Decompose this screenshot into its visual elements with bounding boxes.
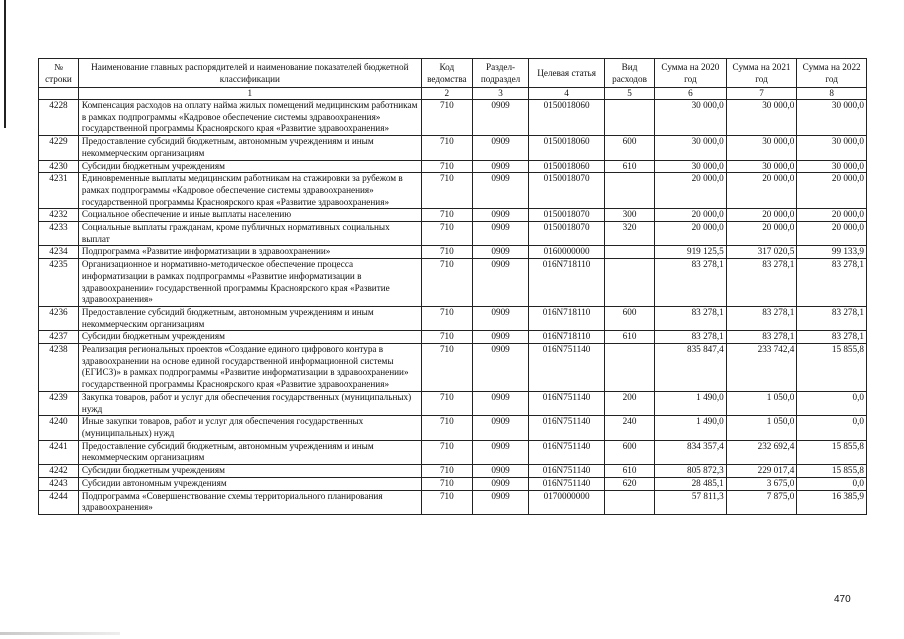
col-header-sum-2021: Сумма на 2021 год xyxy=(726,59,797,88)
cell-row-number: 4240 xyxy=(39,416,79,440)
cell-target-article: 016N718110 xyxy=(529,331,605,344)
cell-department-code: 710 xyxy=(421,344,472,392)
cell-name: Субсидии бюджетным учреждениям xyxy=(78,465,421,478)
cell-department-code: 710 xyxy=(421,477,472,490)
cell-row-number: 4233 xyxy=(39,222,79,246)
cell-expense-type xyxy=(604,259,654,307)
cell-row-number: 4231 xyxy=(39,173,79,209)
cell-sum-2021: 1 050,0 xyxy=(726,391,797,415)
cell-row-number: 4242 xyxy=(39,465,79,478)
cell-row-number: 4235 xyxy=(39,259,79,307)
cell-sum-2021: 20 000,0 xyxy=(726,173,797,209)
cell-expense-type xyxy=(604,100,654,136)
cell-expense-type xyxy=(604,344,654,392)
cell-sum-2020: 28 485,1 xyxy=(655,477,727,490)
cell-row-number: 4229 xyxy=(39,136,79,160)
cell-name: Предоставление субсидий бюджетным, автономным учреждениям и иным некоммерческим организациям xyxy=(78,440,421,464)
cell-target-article: 0160000000 xyxy=(529,246,605,259)
col-header-sum-2020: Сумма на 2020 год xyxy=(655,59,727,88)
cell-row-number: 4243 xyxy=(39,477,79,490)
cell-sum-2022: 20 000,0 xyxy=(797,173,867,209)
cell-sum-2021: 233 742,4 xyxy=(726,344,797,392)
cell-target-article: 016N751140 xyxy=(529,477,605,490)
table-row xyxy=(39,440,867,464)
cell-name: Организационное и нормативно-методическое обеспечение процесса информатизации в рамках подпрограммы «Развитие информатизации в здравоохранении» государственной программы Красноярского края «Развитие здравоохранения» xyxy=(78,259,421,307)
table-row xyxy=(39,259,867,307)
cell-sum-2020: 83 278,1 xyxy=(655,306,727,330)
cell-target-article: 0150018060 xyxy=(529,136,605,160)
cell-department-code: 710 xyxy=(421,160,472,173)
cell-sum-2021: 317 020,5 xyxy=(726,246,797,259)
cell-sum-2020: 57 811,3 xyxy=(655,490,727,514)
table-row xyxy=(39,416,867,440)
cell-row-number: 4238 xyxy=(39,344,79,392)
table-row xyxy=(39,477,867,490)
column-index: 8 xyxy=(797,88,867,100)
table-row xyxy=(39,136,867,160)
cell-expense-type: 300 xyxy=(604,209,654,222)
col-header-row-number: № строки xyxy=(39,59,79,88)
cell-sum-2021: 83 278,1 xyxy=(726,306,797,330)
page-number: 470 xyxy=(834,594,851,605)
cell-expense-type xyxy=(604,173,654,209)
table-row xyxy=(39,173,867,209)
cell-name: Подпрограмма «Совершенствование схемы территориального планирования здравоохранения» xyxy=(78,490,421,514)
cell-expense-type: 610 xyxy=(604,465,654,478)
column-index xyxy=(39,88,79,100)
cell-name: Подпрограмма «Развитие информатизации в здравоохранении» xyxy=(78,246,421,259)
budget-table xyxy=(38,58,867,515)
cell-sum-2020: 919 125,5 xyxy=(655,246,727,259)
cell-sum-2020: 20 000,0 xyxy=(655,173,727,209)
col-header-department-code: Код ведомства xyxy=(421,59,472,88)
cell-expense-type: 600 xyxy=(604,306,654,330)
cell-sum-2020: 83 278,1 xyxy=(655,259,727,307)
cell-name: Социальное обеспечение и иные выплаты населению xyxy=(78,209,421,222)
cell-expense-type xyxy=(604,246,654,259)
cell-department-code: 710 xyxy=(421,490,472,514)
cell-row-number: 4234 xyxy=(39,246,79,259)
table-body xyxy=(39,100,867,515)
cell-sum-2020: 834 357,4 xyxy=(655,440,727,464)
cell-target-article: 0150018070 xyxy=(529,173,605,209)
cell-row-number: 4244 xyxy=(39,490,79,514)
cell-name: Закупка товаров, работ и услуг для обеспечения государственных (муниципальных) нужд xyxy=(78,391,421,415)
cell-section: 0909 xyxy=(472,306,528,330)
col-header-section: Раздел-подраздел xyxy=(472,59,528,88)
column-index: 3 xyxy=(472,88,528,100)
cell-sum-2022: 0,0 xyxy=(797,391,867,415)
cell-section: 0909 xyxy=(472,209,528,222)
cell-sum-2020: 30 000,0 xyxy=(655,136,727,160)
cell-sum-2022: 0,0 xyxy=(797,477,867,490)
column-index: 4 xyxy=(529,88,605,100)
cell-expense-type: 600 xyxy=(604,136,654,160)
cell-department-code: 710 xyxy=(421,173,472,209)
cell-section: 0909 xyxy=(472,440,528,464)
cell-target-article: 0150018070 xyxy=(529,209,605,222)
cell-department-code: 710 xyxy=(421,465,472,478)
cell-sum-2021: 7 875,0 xyxy=(726,490,797,514)
cell-row-number: 4228 xyxy=(39,100,79,136)
cell-row-number: 4239 xyxy=(39,391,79,415)
cell-section: 0909 xyxy=(472,490,528,514)
cell-section: 0909 xyxy=(472,246,528,259)
col-header-target-article: Целевая статья xyxy=(529,59,605,88)
cell-name: Субсидии автономным учреждениям xyxy=(78,477,421,490)
cell-department-code: 710 xyxy=(421,222,472,246)
table-row xyxy=(39,490,867,514)
cell-expense-type: 240 xyxy=(604,416,654,440)
cell-department-code: 710 xyxy=(421,259,472,307)
cell-sum-2020: 30 000,0 xyxy=(655,100,727,136)
cell-expense-type: 600 xyxy=(604,440,654,464)
col-header-expense-type: Вид расходов xyxy=(604,59,654,88)
cell-sum-2022: 30 000,0 xyxy=(797,100,867,136)
cell-target-article: 016N751140 xyxy=(529,440,605,464)
cell-section: 0909 xyxy=(472,259,528,307)
col-header-sum-2022: Сумма на 2022 год xyxy=(797,59,867,88)
table-row xyxy=(39,331,867,344)
table-row xyxy=(39,465,867,478)
column-index: 5 xyxy=(604,88,654,100)
cell-sum-2021: 1 050,0 xyxy=(726,416,797,440)
column-index: 7 xyxy=(726,88,797,100)
table-row xyxy=(39,306,867,330)
cell-section: 0909 xyxy=(472,477,528,490)
cell-sum-2021: 20 000,0 xyxy=(726,222,797,246)
cell-target-article: 016N718110 xyxy=(529,306,605,330)
table-row xyxy=(39,100,867,136)
table-row xyxy=(39,391,867,415)
header-row xyxy=(39,59,867,88)
cell-row-number: 4230 xyxy=(39,160,79,173)
cell-name: Предоставление субсидий бюджетным, автономным учреждениям и иным некоммерческим организациям xyxy=(78,136,421,160)
cell-sum-2022: 15 855,8 xyxy=(797,465,867,478)
table-row xyxy=(39,344,867,392)
cell-sum-2021: 30 000,0 xyxy=(726,100,797,136)
cell-row-number: 4237 xyxy=(39,331,79,344)
cell-name: Предоставление субсидий бюджетным, автономным учреждениям и иным некоммерческим организациям xyxy=(78,306,421,330)
cell-sum-2020: 835 847,4 xyxy=(655,344,727,392)
cell-sum-2022: 0,0 xyxy=(797,416,867,440)
cell-department-code: 710 xyxy=(421,331,472,344)
cell-department-code: 710 xyxy=(421,100,472,136)
cell-sum-2022: 30 000,0 xyxy=(797,160,867,173)
cell-row-number: 4232 xyxy=(39,209,79,222)
table-row xyxy=(39,209,867,222)
cell-target-article: 016N751140 xyxy=(529,391,605,415)
cell-sum-2022: 83 278,1 xyxy=(797,259,867,307)
cell-name: Реализация региональных проектов «Создание единого цифрового контура в здравоохранении на основе единой государственной информационной системы (ЕГИСЗ)» в рамках подпрограммы «Развитие информатизации в здравоохранении» государственной программы Красноярского края «Развитие здравоохранения» xyxy=(78,344,421,392)
left-margin-rule xyxy=(4,0,6,128)
cell-name: Субсидии бюджетным учреждениям xyxy=(78,160,421,173)
cell-sum-2020: 83 278,1 xyxy=(655,331,727,344)
cell-sum-2021: 30 000,0 xyxy=(726,136,797,160)
cell-sum-2020: 20 000,0 xyxy=(655,222,727,246)
cell-expense-type: 200 xyxy=(604,391,654,415)
cell-name: Иные закупки товаров, работ и услуг для обеспечения государственных (муниципальных) нужд xyxy=(78,416,421,440)
cell-name: Социальные выплаты гражданам, кроме публичных нормативных социальных выплат xyxy=(78,222,421,246)
cell-sum-2022: 83 278,1 xyxy=(797,331,867,344)
table-header xyxy=(39,59,867,100)
cell-department-code: 710 xyxy=(421,209,472,222)
column-index-row xyxy=(39,88,867,100)
scan-edge-artifact xyxy=(0,632,120,635)
cell-section: 0909 xyxy=(472,391,528,415)
cell-section: 0909 xyxy=(472,160,528,173)
cell-sum-2022: 15 855,8 xyxy=(797,344,867,392)
column-index: 6 xyxy=(655,88,727,100)
cell-sum-2021: 232 692,4 xyxy=(726,440,797,464)
cell-section: 0909 xyxy=(472,100,528,136)
cell-department-code: 710 xyxy=(421,440,472,464)
cell-sum-2022: 15 855,8 xyxy=(797,440,867,464)
cell-name: Единовременные выплаты медицинским работникам на стажировки за рубежом в рамках подпрограммы «Кадровое обеспечение системы здравоохранения» государственной программы Красноярского края «Развитие здравоохранения» xyxy=(78,173,421,209)
column-index: 2 xyxy=(421,88,472,100)
cell-department-code: 710 xyxy=(421,391,472,415)
table-row xyxy=(39,222,867,246)
cell-sum-2021: 229 017,4 xyxy=(726,465,797,478)
cell-expense-type: 320 xyxy=(604,222,654,246)
cell-row-number: 4241 xyxy=(39,440,79,464)
cell-sum-2022: 99 133,9 xyxy=(797,246,867,259)
col-header-name: Наименование главных распорядителей и наименование показателей бюджетной классификации xyxy=(78,59,421,88)
cell-target-article: 0150018060 xyxy=(529,100,605,136)
cell-target-article: 016N751140 xyxy=(529,344,605,392)
cell-sum-2022: 83 278,1 xyxy=(797,306,867,330)
cell-target-article: 0150018070 xyxy=(529,222,605,246)
cell-sum-2021: 83 278,1 xyxy=(726,259,797,307)
cell-section: 0909 xyxy=(472,331,528,344)
cell-sum-2022: 20 000,0 xyxy=(797,209,867,222)
cell-department-code: 710 xyxy=(421,246,472,259)
cell-expense-type: 620 xyxy=(604,477,654,490)
cell-expense-type xyxy=(604,490,654,514)
cell-sum-2021: 20 000,0 xyxy=(726,209,797,222)
cell-section: 0909 xyxy=(472,344,528,392)
cell-sum-2021: 83 278,1 xyxy=(726,331,797,344)
cell-name: Компенсация расходов на оплату найма жилых помещений медицинским работникам в рамках подпрограммы «Кадровое обеспечение системы здравоохранения» государственной программы Красноярского края «Развитие здравоохранения» xyxy=(78,100,421,136)
cell-target-article: 016N718110 xyxy=(529,259,605,307)
table-row xyxy=(39,246,867,259)
cell-sum-2022: 20 000,0 xyxy=(797,222,867,246)
cell-expense-type: 610 xyxy=(604,331,654,344)
cell-department-code: 710 xyxy=(421,306,472,330)
cell-expense-type: 610 xyxy=(604,160,654,173)
cell-section: 0909 xyxy=(472,136,528,160)
cell-sum-2022: 16 385,9 xyxy=(797,490,867,514)
cell-sum-2021: 3 675,0 xyxy=(726,477,797,490)
cell-target-article: 016N751140 xyxy=(529,465,605,478)
cell-section: 0909 xyxy=(472,173,528,209)
cell-section: 0909 xyxy=(472,416,528,440)
cell-sum-2020: 30 000,0 xyxy=(655,160,727,173)
cell-sum-2021: 30 000,0 xyxy=(726,160,797,173)
cell-department-code: 710 xyxy=(421,136,472,160)
cell-sum-2020: 1 490,0 xyxy=(655,391,727,415)
cell-sum-2020: 1 490,0 xyxy=(655,416,727,440)
column-index: 1 xyxy=(78,88,421,100)
cell-target-article: 016N751140 xyxy=(529,416,605,440)
cell-sum-2020: 20 000,0 xyxy=(655,209,727,222)
cell-department-code: 710 xyxy=(421,416,472,440)
cell-target-article: 0150018060 xyxy=(529,160,605,173)
cell-sum-2020: 805 872,3 xyxy=(655,465,727,478)
cell-sum-2022: 30 000,0 xyxy=(797,136,867,160)
cell-target-article: 0170000000 xyxy=(529,490,605,514)
cell-name: Субсидии бюджетным учреждениям xyxy=(78,331,421,344)
budget-table-container xyxy=(38,58,867,515)
cell-section: 0909 xyxy=(472,465,528,478)
cell-row-number: 4236 xyxy=(39,306,79,330)
cell-section: 0909 xyxy=(472,222,528,246)
table-row xyxy=(39,160,867,173)
